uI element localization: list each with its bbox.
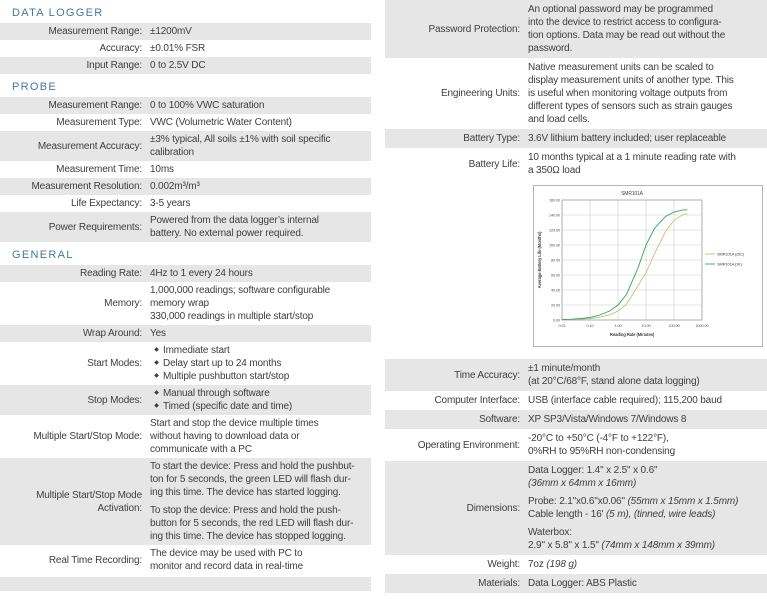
spec-label: Engineering Units: (440, 88, 520, 99)
spec-label: Measurement Accuracy: (37, 140, 142, 152)
bullet-item (150, 400, 369, 413)
spec-row (385, 410, 767, 429)
spec-paragraph (150, 327, 369, 340)
spec-line: 1,000,000 readings; software configurable (150, 285, 331, 296)
bullet-item (150, 387, 369, 400)
y-axis-label: Average Battery Life (Months) (537, 231, 542, 289)
spec-line: 0 to 2.5V DC (150, 60, 206, 71)
spec-line: display measurement units of another type. This (528, 75, 734, 86)
spec-value (150, 163, 371, 176)
spec-line: button for 5 seconds, the red LED will flash dur- (150, 518, 354, 529)
spec-label: Battery Life: (468, 158, 520, 170)
spec-paragraph (528, 3, 765, 55)
spec-line: different types of sensors such as strain gauges (528, 101, 733, 112)
spec-line: Powered from the data logger’s internal (150, 215, 319, 226)
spec-paragraph (150, 547, 369, 573)
spec-paragraph (528, 151, 765, 177)
spec-row (385, 129, 767, 148)
spec-paragraph (150, 25, 369, 38)
spec-label: Memory: (104, 298, 142, 309)
spec-line: 330,000 readings in multiple start/stop (150, 311, 314, 322)
spec-label: Multiple Start/Stop Mode Activation: (36, 489, 142, 514)
spec-paragraph (150, 460, 369, 499)
spec-line: ±1 minute/month (528, 363, 601, 374)
spec-line: The device may be used with PC to (150, 548, 303, 559)
spec-line: ton for 5 seconds, the green LED will flash dur- (150, 474, 351, 485)
spec-paragraph (528, 495, 765, 521)
spec-line: password. (528, 43, 573, 54)
spec-row (385, 461, 767, 555)
spec-paragraph (528, 362, 765, 388)
y-tick-label: 60.00 (551, 272, 560, 278)
x-tick-label: 1000.00 (695, 323, 709, 328)
spec-paragraph (528, 394, 765, 407)
spec-label: Multiple Start/Stop Mode: (33, 431, 142, 442)
spec-row (385, 58, 767, 129)
spec-line: To stop the device: Press and hold the push- (150, 505, 341, 516)
spec-line: 0%RH to 95%RH non-condensing (528, 446, 675, 457)
spec-line: and load cells. (528, 114, 590, 125)
spec-value (150, 214, 371, 240)
spec-value (150, 327, 371, 340)
spec-label: Measurement Time: (56, 164, 142, 175)
spec-label: Measurement Type: (56, 117, 142, 128)
x-tick-label: 1.00 (614, 323, 622, 328)
section-header-general: GENERAL (12, 249, 74, 261)
spec-label: Time Accuracy: (454, 369, 520, 381)
spec-label: Software: (479, 414, 520, 425)
x-tick-label: 0.01 (558, 323, 566, 328)
bullet-icon: ◆ (154, 347, 159, 353)
spec-paragraph (150, 197, 369, 210)
spec-paragraph (150, 42, 369, 55)
spec-line: ing this time. The device has started logging. (150, 487, 341, 498)
spec-paragraph (150, 116, 369, 129)
spec-label: Real Time Recording: (48, 554, 142, 566)
spec-line: is useful when monitoring voltage outputs from (528, 88, 728, 99)
spec-line: Timed (specific date and time) (163, 401, 293, 412)
spec-value (150, 460, 371, 543)
spec-line: XP SP3/Vista/Windows 7/Windows 8 (528, 414, 687, 425)
spec-value (150, 180, 371, 193)
spec-paragraph (150, 99, 369, 112)
spec-value (528, 464, 767, 552)
spec-line: (36mm x 64mm x 16mm) (528, 478, 637, 489)
spec-label: Stop Modes: (87, 394, 142, 406)
spec-value (528, 151, 767, 177)
spec-value (150, 197, 371, 210)
spec-line: VWC (Volumetric Water Content) (150, 117, 292, 128)
spec-row (0, 282, 371, 325)
spec-line: Waterbox: (528, 527, 572, 538)
spec-value (150, 547, 371, 573)
spec-row (0, 178, 371, 195)
spec-line: without having to download data or (150, 431, 300, 442)
spec-line: 10ms (150, 164, 174, 175)
spec-value (528, 362, 767, 388)
spec-label: Measurement Range: (48, 26, 142, 37)
spec-line: Yes (150, 328, 166, 339)
spec-value (528, 577, 767, 590)
spec-paragraph (528, 413, 765, 426)
spec-row (0, 40, 371, 57)
spec-value (150, 25, 371, 38)
spec-label: Life Expectancy: (71, 198, 142, 209)
chart-title: SMR101A (621, 191, 643, 197)
spec-label: Wrap Around: (82, 328, 142, 339)
spec-value (528, 394, 767, 407)
spec-paragraph (150, 59, 369, 72)
spec-line: An optional password may be programmed (528, 4, 713, 15)
spec-line: Manual through software (163, 388, 270, 399)
spec-paragraph (528, 432, 765, 458)
spec-line: Native measurement units can be scaled to (528, 62, 714, 73)
spec-line: Immediate start (163, 345, 230, 356)
spec-value (150, 267, 371, 280)
spec-row (385, 555, 767, 574)
spec-row (385, 429, 767, 461)
section-header-data-logger: DATA LOGGER (12, 7, 104, 19)
spec-line: battery. No external power required. (150, 228, 304, 239)
spec-label: Materials: (478, 578, 520, 589)
spec-value (528, 558, 767, 571)
y-tick-label: 100.00 (549, 242, 560, 248)
spec-paragraph (150, 163, 369, 176)
bullet-icon: ◆ (154, 390, 159, 396)
x-tick-label: 0.10 (586, 323, 594, 328)
legend-label: SMR101A (1K) (717, 261, 742, 267)
bullet-icon: ◆ (154, 360, 159, 366)
spec-value (528, 61, 767, 126)
spec-line: into the device to restrict access to configura- (528, 17, 722, 28)
bullet-item (150, 357, 369, 370)
spec-line: 7oz (198 g) (528, 559, 577, 570)
spec-line: USB (interface cable required); 115,200 baud (528, 395, 722, 406)
spec-paragraph (150, 504, 369, 543)
spec-line: ±3% typical, All soils ±1% with soil specific (150, 134, 331, 145)
spec-line: ing this time. The device has stopped logging. (150, 531, 346, 542)
y-tick-label: 120.00 (549, 227, 560, 233)
right-column (385, 0, 767, 593)
spec-value (528, 432, 767, 458)
spec-row (0, 57, 371, 74)
spec-label: Computer Interface: (434, 395, 520, 406)
spec-line: Delay start up to 24 months (163, 358, 282, 369)
spec-label: Measurement Range: (48, 100, 142, 111)
spec-line: 0.002m³/m³ (150, 181, 200, 192)
spec-paragraph (150, 267, 369, 280)
cut-off-row (0, 577, 371, 591)
spec-paragraph (150, 417, 369, 456)
bullet-icon: ◆ (154, 403, 159, 409)
spec-row (0, 97, 371, 114)
y-tick-label: 0.00 (553, 317, 560, 323)
spec-label: Battery Type: (463, 133, 520, 144)
y-tick-label: 80.00 (551, 257, 560, 263)
spec-value (150, 344, 371, 383)
series-line-0 (562, 214, 687, 320)
spec-value (150, 284, 371, 323)
spec-line: 10 months typical at a 1 minute reading rate with (528, 152, 736, 163)
spec-row (0, 131, 371, 161)
spec-label: Power Requirements: (48, 221, 142, 233)
spec-line: monitor and record data in real-time (150, 561, 304, 572)
series-line-1 (562, 210, 687, 320)
spec-paragraph (528, 464, 765, 490)
spec-line: tion options. Data may be read out without the (528, 30, 726, 41)
bullet-item (150, 370, 369, 383)
spec-value (150, 116, 371, 129)
spec-value (150, 99, 371, 112)
spec-value (528, 413, 767, 426)
spec-line: 3-5 years (150, 198, 191, 209)
spec-row (0, 195, 371, 212)
y-tick-label: 20.00 (551, 302, 560, 308)
spec-row (0, 385, 371, 415)
spec-value (150, 133, 371, 159)
spec-label: Input Range: (86, 60, 142, 71)
section-header-probe: PROBE (12, 81, 58, 93)
spec-row (0, 212, 371, 242)
spec-row (0, 325, 371, 342)
spec-label: Reading Rate: (80, 268, 142, 279)
x-tick-label: 10.00 (641, 323, 651, 328)
spec-row (385, 574, 767, 593)
spec-paragraph (528, 526, 765, 552)
spec-line: To start the device: Press and hold the pushbut- (150, 461, 355, 472)
spec-line: Data Logger: ABS Plastic (528, 578, 637, 589)
spec-value (150, 59, 371, 72)
spec-line: Probe: 2.1"x0.6"x0.06" (55mm x 15mm x 1.5mm) (528, 496, 739, 507)
spec-paragraph (528, 558, 765, 571)
spec-paragraph (528, 577, 765, 590)
spec-line: calibration (150, 147, 194, 158)
spec-paragraph (150, 387, 369, 413)
spec-line: 0 to 100% VWC saturation (150, 100, 265, 111)
spec-line: communicate with a PC (150, 444, 252, 455)
spec-label: Accuracy: (99, 43, 142, 54)
spec-label: Start Modes: (87, 358, 142, 369)
spec-paragraph (150, 133, 369, 159)
spec-line: 4Hz to 1 every 24 hours (150, 268, 253, 279)
spec-row (0, 545, 371, 575)
x-axis-label: Reading Rate (Minutes) (609, 332, 655, 337)
spec-label: Dimensions: (466, 502, 520, 514)
spec-paragraph (150, 180, 369, 193)
x-tick-label: 100.00 (668, 323, 680, 328)
spec-label: Password Protection: (428, 23, 520, 35)
spec-row (0, 114, 371, 131)
spec-value (528, 132, 767, 145)
battery-life-chart (533, 185, 763, 347)
spec-line: ±0.01% FSR (150, 43, 206, 54)
spec-label: Weight: (487, 559, 520, 570)
bullet-item (150, 344, 369, 357)
spec-paragraph (150, 214, 369, 240)
spec-line: -20°C to +50°C (-4°F to +122°F), (528, 433, 669, 444)
spec-line: Multiple pushbutton start/stop (163, 371, 290, 382)
spec-row (0, 23, 371, 40)
spec-row (385, 0, 767, 58)
spec-row (0, 458, 371, 545)
spec-value (150, 387, 371, 413)
left-column (0, 0, 371, 593)
spec-line: memory wrap (150, 298, 209, 309)
legend-label: SMR101A (25C) (717, 251, 745, 257)
spec-row (0, 415, 371, 458)
spec-row (385, 148, 767, 180)
spec-line: 3.6V lithium battery included; user replaceable (528, 133, 727, 144)
spec-value (528, 3, 767, 55)
spec-line: a 350Ω load (528, 165, 581, 176)
bullet-icon: ◆ (154, 373, 159, 379)
spec-line: Start and stop the device multiple times (150, 418, 319, 429)
y-tick-label: 40.00 (551, 287, 560, 293)
y-tick-label: 160.00 (549, 197, 560, 203)
spec-row (385, 359, 767, 391)
spec-paragraph (150, 284, 369, 323)
spec-label: Measurement Resolution: (31, 181, 142, 192)
spec-line: 2.9" x 5.8" x 1.5" (74mm x 148mm x 39mm) (528, 540, 715, 551)
spec-value (150, 417, 371, 456)
spec-line: Cable length - 16' (5 m), (tinned, wire leads) (528, 509, 716, 520)
y-tick-label: 140.00 (549, 212, 560, 218)
spec-line: (at 20°C/68°F, stand alone data logging) (528, 376, 700, 387)
spec-paragraph (528, 132, 765, 145)
spec-label: Operating Environment: (417, 439, 520, 451)
spec-row (0, 342, 371, 385)
spec-row (0, 265, 371, 282)
spec-value (150, 42, 371, 55)
spec-paragraph (150, 344, 369, 383)
spec-row (385, 391, 767, 410)
spec-row (0, 161, 371, 178)
spec-line: ±1200mV (150, 26, 192, 37)
spec-paragraph (528, 61, 765, 126)
spec-line: Data Logger: 1.4" x 2.5" x 0.6" (528, 465, 658, 476)
